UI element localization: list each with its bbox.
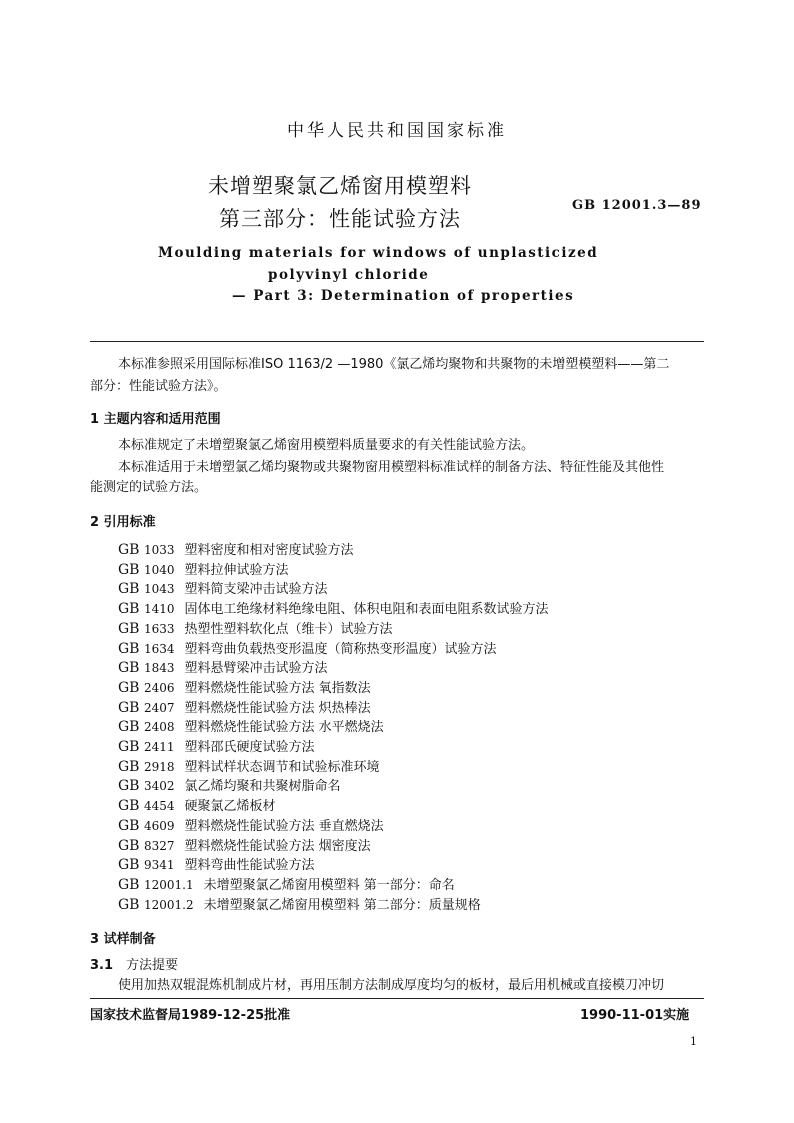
reference-item	[118, 716, 384, 735]
reference-title: 塑料燃烧性能试验方法 水平燃烧法	[184, 720, 384, 736]
reference-title: 塑料燃烧性能试验方法 垂直燃烧法	[184, 818, 384, 834]
reference-number: 2408	[144, 720, 175, 735]
reference-prefix: GB	[118, 876, 140, 893]
approval-date: 国家技术监督局1989-12-25批准	[90, 1008, 291, 1023]
reference-prefix: GB	[118, 798, 140, 815]
reference-title: 塑料燃烧性能试验方法 炽热棒法	[184, 700, 371, 716]
reference-number: 4454	[144, 799, 175, 814]
title-en-line2: polyvinyl chloride	[268, 267, 430, 283]
section3-paragraph1: 使用加热双辊混炼机制成片材，再用压制方法制成厚度均匀的板材，最后用机械或直接模刀冲切	[118, 978, 665, 993]
reference-number: 1843	[144, 661, 175, 676]
reference-prefix: GB	[118, 758, 140, 775]
reference-title: 塑料弯曲负载热变形温度（简称热变形温度）试验方法	[184, 641, 497, 657]
reference-title: 塑料燃烧性能试验方法 烟密度法	[184, 838, 371, 854]
reference-prefix: GB	[118, 581, 140, 598]
reference-number: 1634	[144, 641, 175, 656]
reference-prefix: GB	[118, 778, 140, 795]
reference-title: 塑料弯曲性能试验方法	[184, 858, 315, 874]
reference-prefix: GB	[118, 699, 140, 716]
reference-prefix: GB	[118, 719, 140, 736]
reference-item	[118, 815, 384, 834]
title-en-line3: — Part 3: Determination of properties	[232, 288, 575, 304]
footer-divider	[90, 998, 704, 999]
reference-number: 4609	[144, 818, 175, 833]
reference-number: 2918	[144, 759, 175, 774]
reference-prefix: GB	[118, 679, 140, 696]
section1-paragraph1: 本标准规定了未增塑聚氯乙烯窗用模塑料质量要求的有关性能试验方法。	[118, 438, 535, 453]
reference-prefix: GB	[118, 561, 140, 578]
reference-title: 塑料邵氏硬度试验方法	[184, 740, 315, 755]
reference-title: 塑料试样状态调节和试验标准环境	[184, 759, 380, 775]
reference-title: 塑料简支梁冲击试验方法	[184, 582, 328, 598]
reference-item	[118, 835, 371, 854]
standard-name: 中华人民共和国国家标准	[287, 121, 507, 141]
reference-prefix: GB	[118, 837, 140, 854]
reference-item	[118, 874, 455, 893]
reference-item	[118, 559, 289, 578]
subsection-title: 方法提要	[126, 958, 179, 973]
reference-item	[118, 598, 549, 617]
section1-heading: 1 主题内容和适用范围	[90, 412, 221, 427]
reference-title: 塑料燃烧性能试验方法 氧指数法	[184, 680, 371, 696]
reference-prefix: GB	[118, 601, 140, 618]
subsection-number: 3.1	[90, 958, 114, 973]
reference-prefix: GB	[118, 817, 140, 834]
reference-title: 热塑性塑料软化点（维卡）试验方法	[184, 621, 393, 637]
reference-number: 12001.2	[144, 897, 194, 912]
reference-title: 固体电工绝缘材料绝缘电阻、体积电阻和表面电阻系数试验方法	[184, 602, 549, 618]
reference-item	[118, 756, 380, 775]
page-number: 1	[690, 1035, 697, 1048]
reference-title: 塑料拉伸试验方法	[184, 562, 289, 578]
section2-heading: 2 引用标准	[90, 515, 156, 530]
reference-title: 塑料悬臂梁冲击试验方法	[184, 661, 328, 677]
reference-number: 2411	[144, 740, 175, 754]
reference-number: 1033	[144, 543, 175, 557]
reference-title: 硬聚氯乙烯板材	[184, 799, 276, 815]
reference-item	[118, 795, 276, 814]
title-zh-line2: 第三部分：性能试验方法	[219, 207, 461, 231]
reference-item	[118, 657, 328, 676]
reference-item	[118, 736, 315, 755]
reference-item	[118, 697, 371, 716]
reference-number: 3402	[144, 779, 175, 794]
reference-item	[118, 854, 315, 873]
reference-title: 塑料密度和相对密度试验方法	[184, 543, 354, 558]
section1-paragraph2-line1: 本标准适用于未增塑氯乙烯均聚物或共聚物窗用模塑料标准试样的制备方法、特征性能及其他性	[118, 460, 665, 475]
reference-prefix: GB	[118, 640, 140, 657]
section3-heading: 3 试样制备	[90, 932, 156, 947]
intro-line1: 本标准参照采用国际标准ISO 1163/2 —1980《氯乙烯均聚物和共聚物的未增塑模塑料——第二	[118, 357, 670, 372]
reference-title: 氯乙烯均聚和共聚树脂命名	[184, 779, 341, 795]
reference-number: 1633	[144, 621, 175, 636]
reference-item	[118, 539, 354, 558]
reference-prefix: GB	[118, 660, 140, 677]
title-en-line1: Moulding materials for windows of unplasticized	[158, 245, 599, 261]
reference-prefix: GB	[118, 620, 140, 637]
reference-number: 1040	[144, 562, 175, 577]
reference-number: 2407	[144, 700, 175, 715]
intro-line2: 部分：性能试验方法》。	[90, 379, 227, 394]
reference-prefix: GB	[118, 542, 140, 558]
reference-item	[118, 677, 371, 696]
reference-item	[118, 578, 328, 597]
title-zh-line1: 未增塑聚氯乙烯窗用模塑料	[208, 174, 472, 198]
reference-title: 未增塑聚氯乙烯窗用模塑料 第一部分：命名	[203, 877, 455, 893]
reference-prefix: GB	[118, 857, 140, 874]
reference-number: 2406	[144, 680, 175, 695]
reference-number: 1410	[144, 602, 175, 617]
reference-number: 1043	[144, 582, 175, 597]
section1-paragraph2-line2: 能测定的试验方法。	[90, 480, 208, 495]
reference-item	[118, 894, 481, 913]
header-divider	[90, 341, 704, 342]
reference-prefix: GB	[118, 739, 140, 755]
effective-date: 1990-11-01实施	[580, 1008, 690, 1023]
reference-item	[118, 618, 393, 637]
reference-prefix: GB	[118, 896, 140, 913]
reference-number: 8327	[144, 838, 175, 853]
reference-item	[118, 638, 497, 657]
standard-code: GB 12001.3—89	[572, 198, 702, 213]
reference-title: 未增塑聚氯乙烯窗用模塑料 第二部分：质量规格	[203, 897, 481, 913]
reference-item	[118, 775, 341, 794]
reference-number: 9341	[144, 858, 175, 873]
reference-number: 12001.1	[144, 877, 194, 892]
